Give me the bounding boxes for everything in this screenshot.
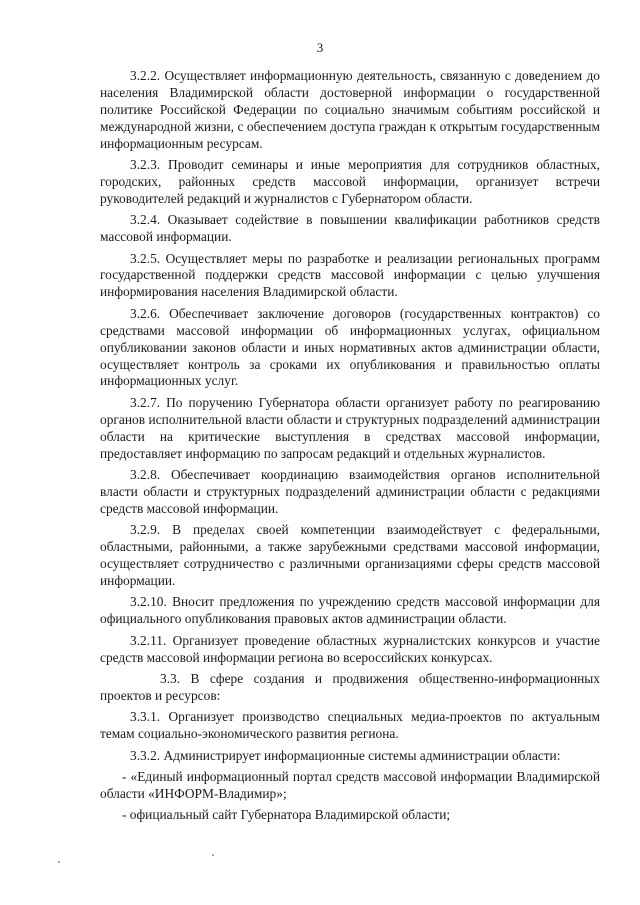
clause-text: Организует проведение областных журналистских конкурсов и участие средств массовой информации региона во всероссийских конкурсах.: [100, 632, 600, 665]
clause-number: 3.2.3.: [130, 157, 161, 173]
list-item-governor-site: [100, 807, 600, 824]
list-item-text: - официальный сайт Губернатора Владимирской области;: [122, 807, 451, 823]
paragraph-3-2-11: [100, 633, 600, 667]
clause-text: Вносит предложения по учреждению средств массовой информации для официального опубликования правовых актов администрации области.: [100, 594, 600, 627]
paragraph-3-3-1: [100, 709, 600, 743]
document-body: [100, 68, 600, 829]
clause-number: 3.3.: [160, 670, 181, 686]
clause-text: В пределах своей компетенции взаимодействует с федеральными, областными, районными, а также зарубежными средствами массовой информации, осуществляет сотрудничество с различными организациями сферы средств массовой информации.: [100, 522, 600, 588]
list-item-inform-portal: [100, 769, 600, 803]
paragraph-3-2-7: [100, 395, 600, 463]
page-number: 3: [316, 40, 324, 55]
clause-number: 3.2.7.: [130, 394, 161, 410]
clause-number: 3.2.4.: [130, 212, 161, 228]
clause-number: 3.2.2.: [130, 68, 161, 83]
paragraph-3-2-3: [100, 157, 600, 208]
clause-number: 3.2.10.: [130, 594, 167, 610]
scan-speck: [58, 861, 60, 863]
clause-text: Обеспечивает координацию взаимодействия органов исполнительной власти области и структурных подразделений администрации области с редакциями средств массовой информации.: [100, 466, 600, 516]
clause-text: В сфере создания и продвижения общественно-информационных проектов и ресурсов:: [100, 670, 600, 703]
clause-number: 3.2.9.: [130, 522, 161, 538]
paragraph-3-2-6: [100, 306, 600, 391]
clause-number: 3.2.5.: [130, 250, 161, 266]
clause-text: Обеспечивает заключение договоров (государственных контрактов) со средствами массовой информации об информационных услугах, официальном опубликовании законов области и иных нормативных актов администрации области, осуществляет контроль за сроками их опубликования и правильностью оплаты информационных услуг.: [100, 305, 600, 389]
paragraph-3-2-4: [100, 212, 600, 246]
paragraph-3-2-2: [100, 68, 600, 153]
clause-number: 3.2.8.: [130, 466, 161, 482]
clause-number: 3.2.11.: [130, 632, 167, 648]
paragraph-3-2-8: [100, 467, 600, 518]
clause-number: 3.2.6.: [130, 305, 161, 321]
clause-text: Проводит семинары и иные мероприятия для сотрудников областных, городских, районных средств массовой информации, организует встречи руководителей редакций и журналистов с Губернатором области.: [100, 157, 600, 206]
scan-speck: [212, 854, 214, 856]
list-item-text: - «Единый информационный портал средств массовой информации Владимирской области «ИНФОРМ-Владимир»;: [100, 768, 600, 801]
paragraph-3-3-2: [100, 748, 600, 765]
clause-text: Оказывает содействие в повышении квалификации работников средств массовой информации.: [100, 212, 600, 245]
clause-text: Осуществляет меры по разработке и реализации региональных программ государственной поддержки средств массовой информации с целью улучшения информирования населения Владимирской области.: [100, 250, 600, 300]
clause-text: Организует производство специальных медиа-проектов по актуальным темам социально-экономического развития региона.: [100, 709, 600, 742]
clause-text: Администрирует информационные системы администрации области:: [163, 747, 561, 763]
clause-number: 3.3.2.: [130, 747, 161, 763]
paragraph-3-2-9: [100, 522, 600, 590]
clause-number: 3.3.1.: [130, 709, 161, 725]
paragraph-3-2-10: [100, 594, 600, 628]
paragraph-3-3: [100, 671, 600, 705]
paragraph-3-2-5: [100, 251, 600, 302]
clause-text: Осуществляет информационную деятельность, связанную с доведением до населения Владимирской области достоверной информации о государственной политике Российской Федерации по социально значимым событиям российской и международной жизни, с обеспечением доступа граждан к открытым государственным информационным ресурсам.: [100, 68, 600, 151]
clause-text: По поручению Губернатора области организует работу по реагированию органов исполнительной власти области и структурных подразделений администрации области на критические выступления в средствах массовой информации, предоставляет информацию по запросам редакций и отдельных журналистов.: [100, 394, 600, 461]
